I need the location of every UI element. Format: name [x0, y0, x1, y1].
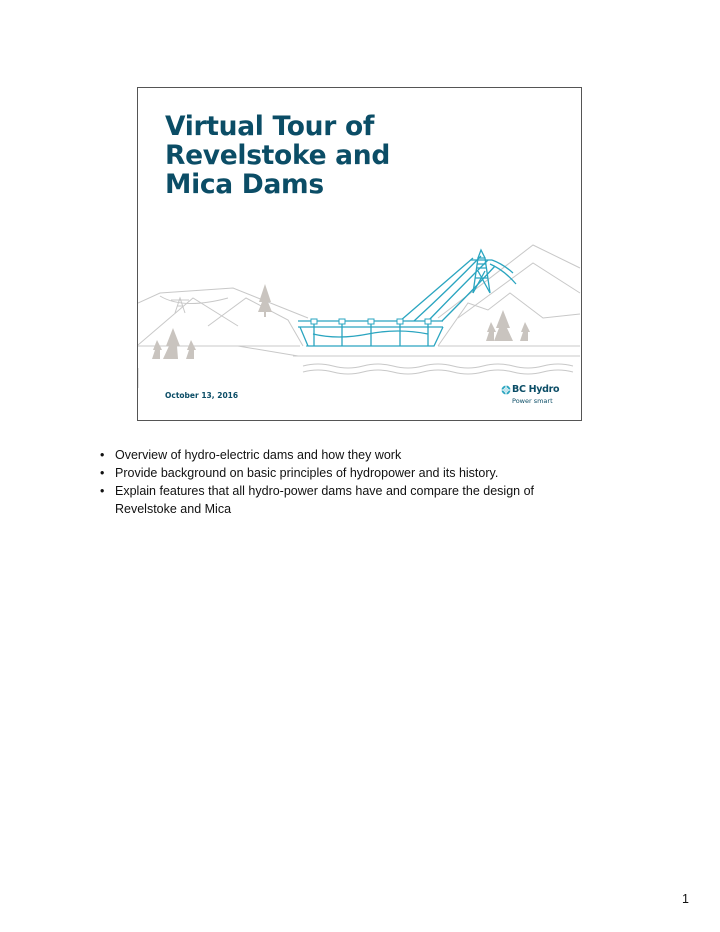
logo-name: BC Hydro [512, 384, 560, 395]
note-text: Explain features that all hydro-power dams have and compare the design of Revelstoke and Mica [115, 484, 534, 516]
note-text: Overview of hydro-electric dams and how they work [115, 448, 402, 462]
dam-landscape-illustration [138, 88, 581, 420]
bc-hydro-logo [501, 384, 571, 410]
list-item [99, 482, 579, 518]
bullet: • [100, 484, 105, 498]
slide-date: October 13, 2016 [165, 391, 239, 400]
slide-thumbnail [137, 87, 582, 421]
speaker-notes [99, 446, 579, 518]
bc-hydro-globe-icon [501, 385, 511, 395]
slide-title-line: Mica Dams [165, 169, 324, 200]
note-text: Provide background on basic principles of hydropower and its history. [115, 466, 499, 480]
slide-title-line: Virtual Tour of [165, 111, 375, 142]
list-item [99, 446, 579, 464]
list-item [99, 464, 579, 482]
bullet: • [100, 466, 105, 480]
bullet: • [100, 448, 105, 462]
slide-title-line: Revelstoke and [165, 140, 390, 171]
logo-tagline: Power smart [512, 397, 553, 405]
page-number: 1 [682, 892, 689, 906]
